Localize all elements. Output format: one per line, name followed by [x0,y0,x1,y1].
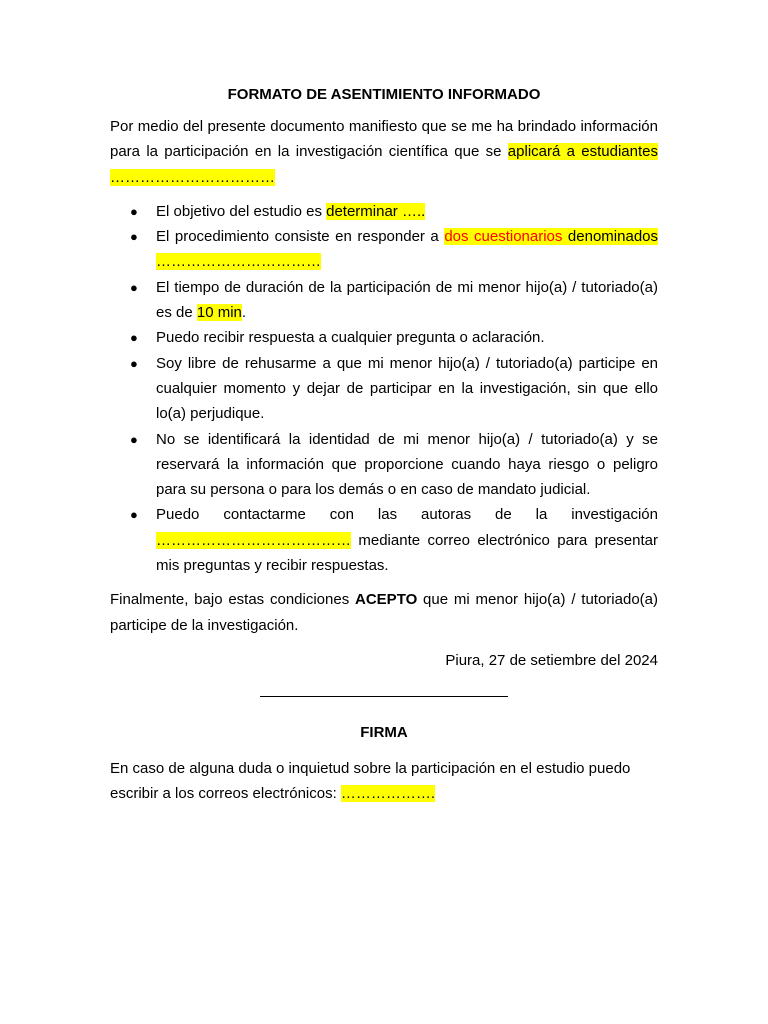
list-item [110,325,658,350]
bullet-icon: ● [130,355,138,371]
bullet-icon: ● [130,229,138,245]
intro-paragraph [110,114,658,190]
list-item-text: El objetivo del estudio es [156,202,327,220]
list-item-highlight: 10 min [196,304,242,322]
list-item-text: Puedo recibir respuesta a cualquier pregunta o aclaración. [156,329,545,347]
bullet-icon: ● [130,279,138,295]
contact-highlight: ………………. [340,784,436,802]
list-item [110,502,658,578]
list-item-highlight: determinar ….. [326,202,426,220]
list-item [110,275,658,326]
list-item [110,351,658,427]
list-item [110,224,658,275]
list-item [110,199,658,224]
bullet-icon: ● [130,431,138,447]
signature-underline [260,682,508,697]
contact-paragraph [110,756,658,807]
document-title: FORMATO DE ASENTIMIENTO INFORMADO [227,86,541,103]
closing-paragraph [110,587,658,638]
bullet-icon: ● [130,330,138,346]
closing-text-end: que mi menor hijo(a) / tutoriado(a) participe de la investigación. [110,591,658,634]
intro-text: Por medio del presente documento manifiesto que se me ha brindado información para la participación en la investigación científica que se [110,118,658,161]
list-item-text-end: mediante correo electrónico para presentar mis preguntas y recibir respuestas. [156,531,658,575]
list-item-text-end: . [241,304,247,322]
intro-highlight: aplicará a estudiantes …………………………… [110,143,658,186]
list-item-highlight-red: dos cuestionarios [444,228,563,246]
list-item-text: No se identificará la identidad de mi menor hijo(a) / tutoriado(a) y se reservará la información que proporcione cuando haya riesgo o peligro para su persona o para los demás o en caso de mandato judicial. [156,430,658,499]
list-item-text: El procedimiento consiste en responder a [156,228,445,246]
closing-text: Finalmente, bajo estas condiciones [110,591,356,609]
list-item [110,427,658,503]
list-item-text: Puedo contactarme con las autoras de la investigación [156,506,658,524]
document-page [110,86,658,806]
accept-keyword: ACEPTO [355,591,418,609]
bullet-icon: ● [130,203,138,219]
list-item-highlight: ………………………………… [156,531,351,549]
conditions-list [110,199,658,578]
list-item-text: Soy libre de rehusarme a que mi menor hijo(a) / tutoriado(a) participe en cualquier momento y dejar de participar en la investigación, sin que ello lo(a) perjudique. [156,354,658,423]
bullet-icon: ● [130,507,138,523]
list-item-text: El tiempo de duración de la participación de mi menor hijo(a) / tutoriado(a) es de [156,278,658,322]
place-date: Piura, 27 de setiembre del 2024 [445,651,658,669]
signature-line [110,682,658,702]
list-item-highlight: denominados …………………………… [156,228,658,271]
contact-text: En caso de alguna duda o inquietud sobre la participación en el estudio puedo escribir a los correos electrónicos: [110,759,631,802]
signature-label: FIRMA [360,724,408,742]
